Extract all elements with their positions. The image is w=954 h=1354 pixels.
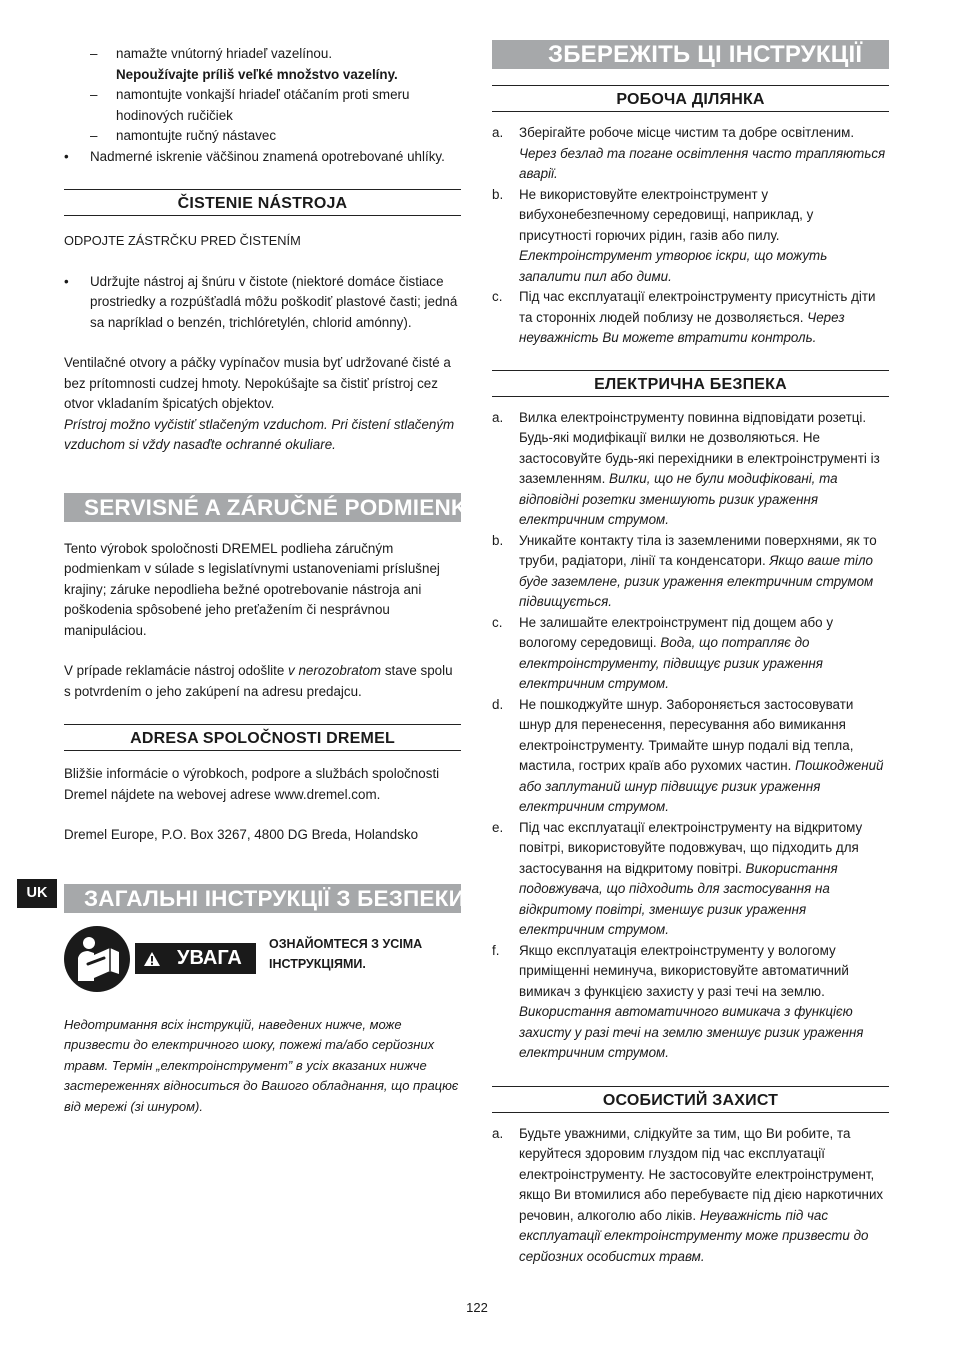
- section-heading-general-safety: ЗАГАЛЬНІ ІНСТРУКЦІЇ З БЕЗПЕКИ: [64, 884, 461, 913]
- section-heading-warranty: SERVISNÉ A ZÁRUČNÉ PODMIENKY: [64, 493, 461, 522]
- list-item: • Nadmerné iskrenie väčšinou znamená opotrebované uhlíky.: [64, 148, 445, 164]
- warning-triangle-icon: [143, 951, 161, 967]
- right-column: [492, 40, 889, 1267]
- list-item: a. Будьте уважними, слідкуйте за тим, що Ви робите, та керуйтеся здоровим глуздом під час експлуатації електроінструменту. Не застосовуйте електроінструмент, якщо Ви втомилися або перебуваєте під дією наркотичних речовин, алкоголю або ліків. Неуважність під час експлуатації електроінструменту може призвести до серйозних особистих травм.: [492, 1125, 884, 1264]
- list-item: b. Уникайте контакту тіла із заземленими поверхнями, як то труби, радіатори, лінії та конденсатори. Якщо ваше тіло буде заземлене, ризик ураження електричним струмом підвищується.: [492, 532, 877, 609]
- list-item-text: namažte vnútorný hriadeľ vazelínou.: [116, 46, 333, 61]
- read-manual-icon: [64, 926, 130, 992]
- list-item: b. Не використовуйте електроінструмент у вибухонебезпечному середовищі, наприклад, у присутності горючих рідин, газів або пилу. Електроінструмент утворює іскри, що можуть запалити пил або дими.: [492, 186, 828, 284]
- personal-list: [492, 1124, 889, 1268]
- section-heading-electrical: ЕЛЕКТРИЧНА БЕЗПЕКА: [492, 370, 889, 397]
- intro-list: [64, 44, 461, 167]
- work-area-list: [492, 123, 889, 349]
- warning-note: ОЗНАЙОМТЕСЯ З УСІМА ІНСТРУКЦІЯМИ.: [269, 936, 423, 971]
- list-item: a. Зберігайте робоче місце чистим та добре освітленим. Через безлад та погане освітлення часто трапляються аварії.: [492, 125, 886, 181]
- page-number: 122: [466, 1300, 488, 1315]
- list-item: c. Не залишайте електроінструмент під дощем або у вологому середовищі. Вода, що потрапляє до електроінструменту, підвищує ризик ураження електричним струмом.: [492, 614, 834, 691]
- paragraph: Bližšie informácie o výrobkoch, podpore a službách spoločnosti Dremel nájdete na webovej adrese www.dremel.com.: [64, 766, 440, 802]
- paragraph: V prípade reklamácie nástroj odošlite v nerozobratom stave spolu s potvrdením o jeho zakúpení na adresu predajcu.: [64, 663, 453, 699]
- section-heading-cleaning: ČISTENIE NÁSTROJA: [64, 189, 461, 216]
- section-heading-address: ADRESA SPOLOČNOSTI DREMEL: [64, 724, 461, 751]
- list-item: e. Під час експлуатації електроінструменту на відкритому повітрі, використовуйте подовжувач, що підходить для застосування на відкритому повітрі. Використання подовжувача, що підходить для застосування на відкритому повітрі, зменшує ризик ураження електричним струмом.: [492, 819, 863, 937]
- list-item: a. Вилка електроінструменту повинна відповідати розетці. Будь-які модифікації вилки не дозволяються. Не застосовуйте будь-які перехідники в електроінструменті із заземленням. Вилки, що не були модифіковані, та відповідні розетки зменшують ризик ураження електричним струмом.: [492, 409, 880, 527]
- list-item-text: namontujte ručný nástavec: [116, 128, 277, 143]
- list-item: d. Не пошкоджуйте шнур. Забороняється застосовувати шнур для перенесення, пересування або вимикання електроінструменту. Тримайте шнур подалі від тепла, мастила, гострих країв або рухомих частин. Пошкоджений або заплутаний шнур підвищує ризик ураження електричним струмом.: [492, 696, 884, 814]
- paragraph: [64, 353, 461, 456]
- section-heading-work-area: РОБОЧА ДІЛЯНКА: [492, 85, 889, 112]
- list-item-warning: Nepoužívajte príliš veľké množstvo vazelíny.: [116, 66, 398, 82]
- left-column: [64, 40, 483, 1117]
- warning-badge: [135, 943, 256, 974]
- unplug-note: ODPOJTE ZÁSTRČKU PRED ČISTENÍM: [64, 233, 301, 248]
- list-item-text: namontujte vonkajší hriadeľ otáčaním proti smeru hodinových ručičiek: [116, 87, 410, 123]
- paragraph: Dremel Europe, P.O. Box 3267, 4800 DG Breda, Holandsko: [64, 827, 419, 842]
- list-item: • Udržujte nástroj aj šnúru v čistote (niektoré domáce čistiace prostriedky a rozpúšťadlá môžu poškodiť plastové časti; jedná sa napríklad o benzén, trichlóretylén, chlorid amónny).: [64, 273, 458, 330]
- section-heading-save-instructions: ЗБЕРЕЖІТЬ ЦІ ІНСТРУКЦІЇ: [492, 40, 889, 69]
- list-item: – namontujte vonkajší hriadeľ otáčaním proti smeru hodinových ručičiek: [90, 87, 410, 123]
- paragraph: Tento výrobok spoločnosti DREMEL podlieha záručným podmienkam v súlade s legislatívnymi ustanoveniami príslušnej krajiny; záruke nepodlieha bežné opotrebovanie nástroja ani poškodenia spôsobené jeho preťažením či nesprávnou manipuláciou.: [64, 540, 440, 638]
- list-item: f. Якщо експлуатація електроінструменту у вологому приміщенні неминуча, використовуйте автоматичний вимикач з функцією захисту у разі течі на землю. Використання автоматичного вимикача з функцією захисту у разі течі на землю зменшує ризик ураження електричним струмом.: [492, 942, 864, 1060]
- section-heading-personal-safety: ОСОБИСТИЙ ЗАХИСТ: [492, 1086, 889, 1113]
- paragraph-text: Ventilačné otvory a páčky vypínačov musia byť udržované čisté a bez prítomnosti cudzej hmoty. Nepokúšajte sa čistiť prístroj cez otvor vkladaním špicatých objektov.: [64, 355, 451, 411]
- list-item: c. Під час експлуатації електроінструменту присутність діти та сторонніх людей поблизу не дозволяється. Через неуважність Ви можете втратити контроль.: [492, 289, 876, 345]
- list-item-text: Nadmerné iskrenie väčšinou znamená opotrebované uhlíky.: [90, 148, 445, 164]
- language-tab: UK: [17, 879, 57, 908]
- list-item-text: Udržujte nástroj aj šnúru v čistote (niektoré domáce čistiace prostriedky a rozpúšťadlá môžu poškodiť plastové časti; jedná sa napríklad o benzén, trichlóretylén, chlorid amónny).: [90, 273, 458, 330]
- warning-label: УВАГА: [177, 946, 242, 969]
- warning-row: [64, 930, 461, 990]
- list-item: – namažte vnútorný hriadeľ vazelínou. Nepoužívajte príliš veľké množstvo vazelíny.: [90, 46, 398, 82]
- paragraph: Недотримання всіх інструкцій, наведених нижче, може призвести до електричного шоку, пожежі та/або серйозних травм. Термін „електроінструмент” в усіх вказаних нижче застереженнях відноситься до Вашого обладнання, що працює від мережі (зі шнуром).: [64, 1016, 459, 1114]
- list-item: – namontujte ručný nástavec: [90, 128, 277, 143]
- electrical-list: [492, 408, 889, 1064]
- paragraph-italic: Prístroj možno vyčistiť stlačeným vzduchom. Pri čistení stlačeným vzduchom si vždy nasaďte ochranné okuliare.: [64, 416, 455, 452]
